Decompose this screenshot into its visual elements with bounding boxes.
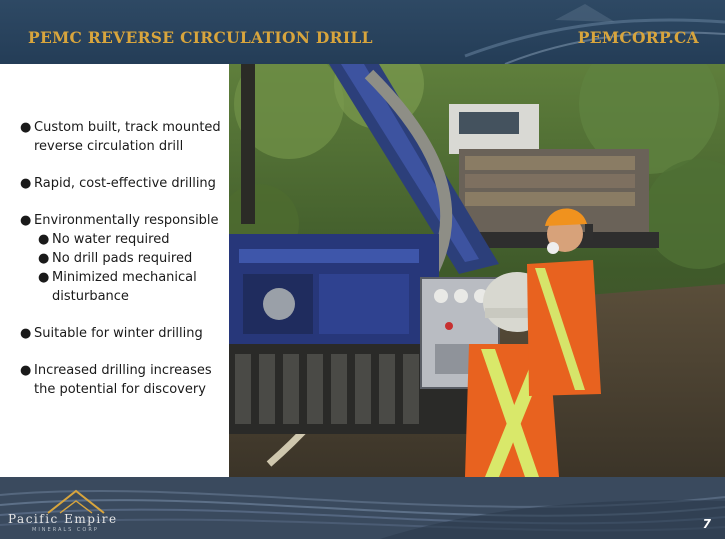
bullet-dot: ● bbox=[38, 251, 50, 266]
sub-bullet-text: Minimized mechanical disturbance bbox=[52, 270, 197, 304]
bullet-item bbox=[20, 361, 225, 399]
footer-bar bbox=[0, 477, 725, 539]
company-name: Pacific Empire bbox=[8, 512, 118, 526]
bullet-item bbox=[20, 174, 225, 193]
sub-bullet-item bbox=[20, 268, 225, 306]
bullet-dot: ● bbox=[20, 213, 32, 228]
drill-photo-illustration bbox=[229, 64, 725, 477]
bullet-dot: ● bbox=[20, 326, 32, 341]
bullet-text: Suitable for winter drilling bbox=[34, 326, 203, 341]
header-bar bbox=[0, 0, 725, 64]
sub-bullet-text: No water required bbox=[52, 232, 170, 247]
bullet-text: Custom built, track mounted reverse circulation drill bbox=[34, 120, 221, 154]
bullet-item bbox=[20, 211, 225, 230]
bullet-dot: ● bbox=[20, 120, 32, 135]
sub-bullet-item bbox=[20, 230, 225, 249]
drill-photo bbox=[229, 64, 725, 477]
bullet-dot: ● bbox=[38, 232, 50, 247]
bullet-text: Environmentally responsible bbox=[34, 213, 219, 228]
bullet-item bbox=[20, 118, 225, 156]
slide-title: PEMC REVERSE CIRCULATION DRILL bbox=[28, 28, 373, 47]
bullet-list bbox=[20, 118, 225, 399]
sub-bullet-item bbox=[20, 249, 225, 268]
page-number: 7 bbox=[702, 517, 711, 531]
bullet-dot: ● bbox=[38, 270, 50, 285]
bullet-dot: ● bbox=[20, 176, 32, 191]
bullet-dot: ● bbox=[20, 363, 32, 378]
bullet-text: Increased drilling increases the potential for discovery bbox=[34, 363, 212, 397]
bullet-text: Rapid, cost-effective drilling bbox=[34, 176, 216, 191]
website-label: PEMCORP.CA bbox=[577, 28, 699, 47]
company-subtitle: MINERALS CORP bbox=[32, 527, 99, 533]
bullet-panel bbox=[0, 64, 229, 477]
bullet-item bbox=[20, 324, 225, 343]
sub-bullet-text: No drill pads required bbox=[52, 251, 193, 266]
